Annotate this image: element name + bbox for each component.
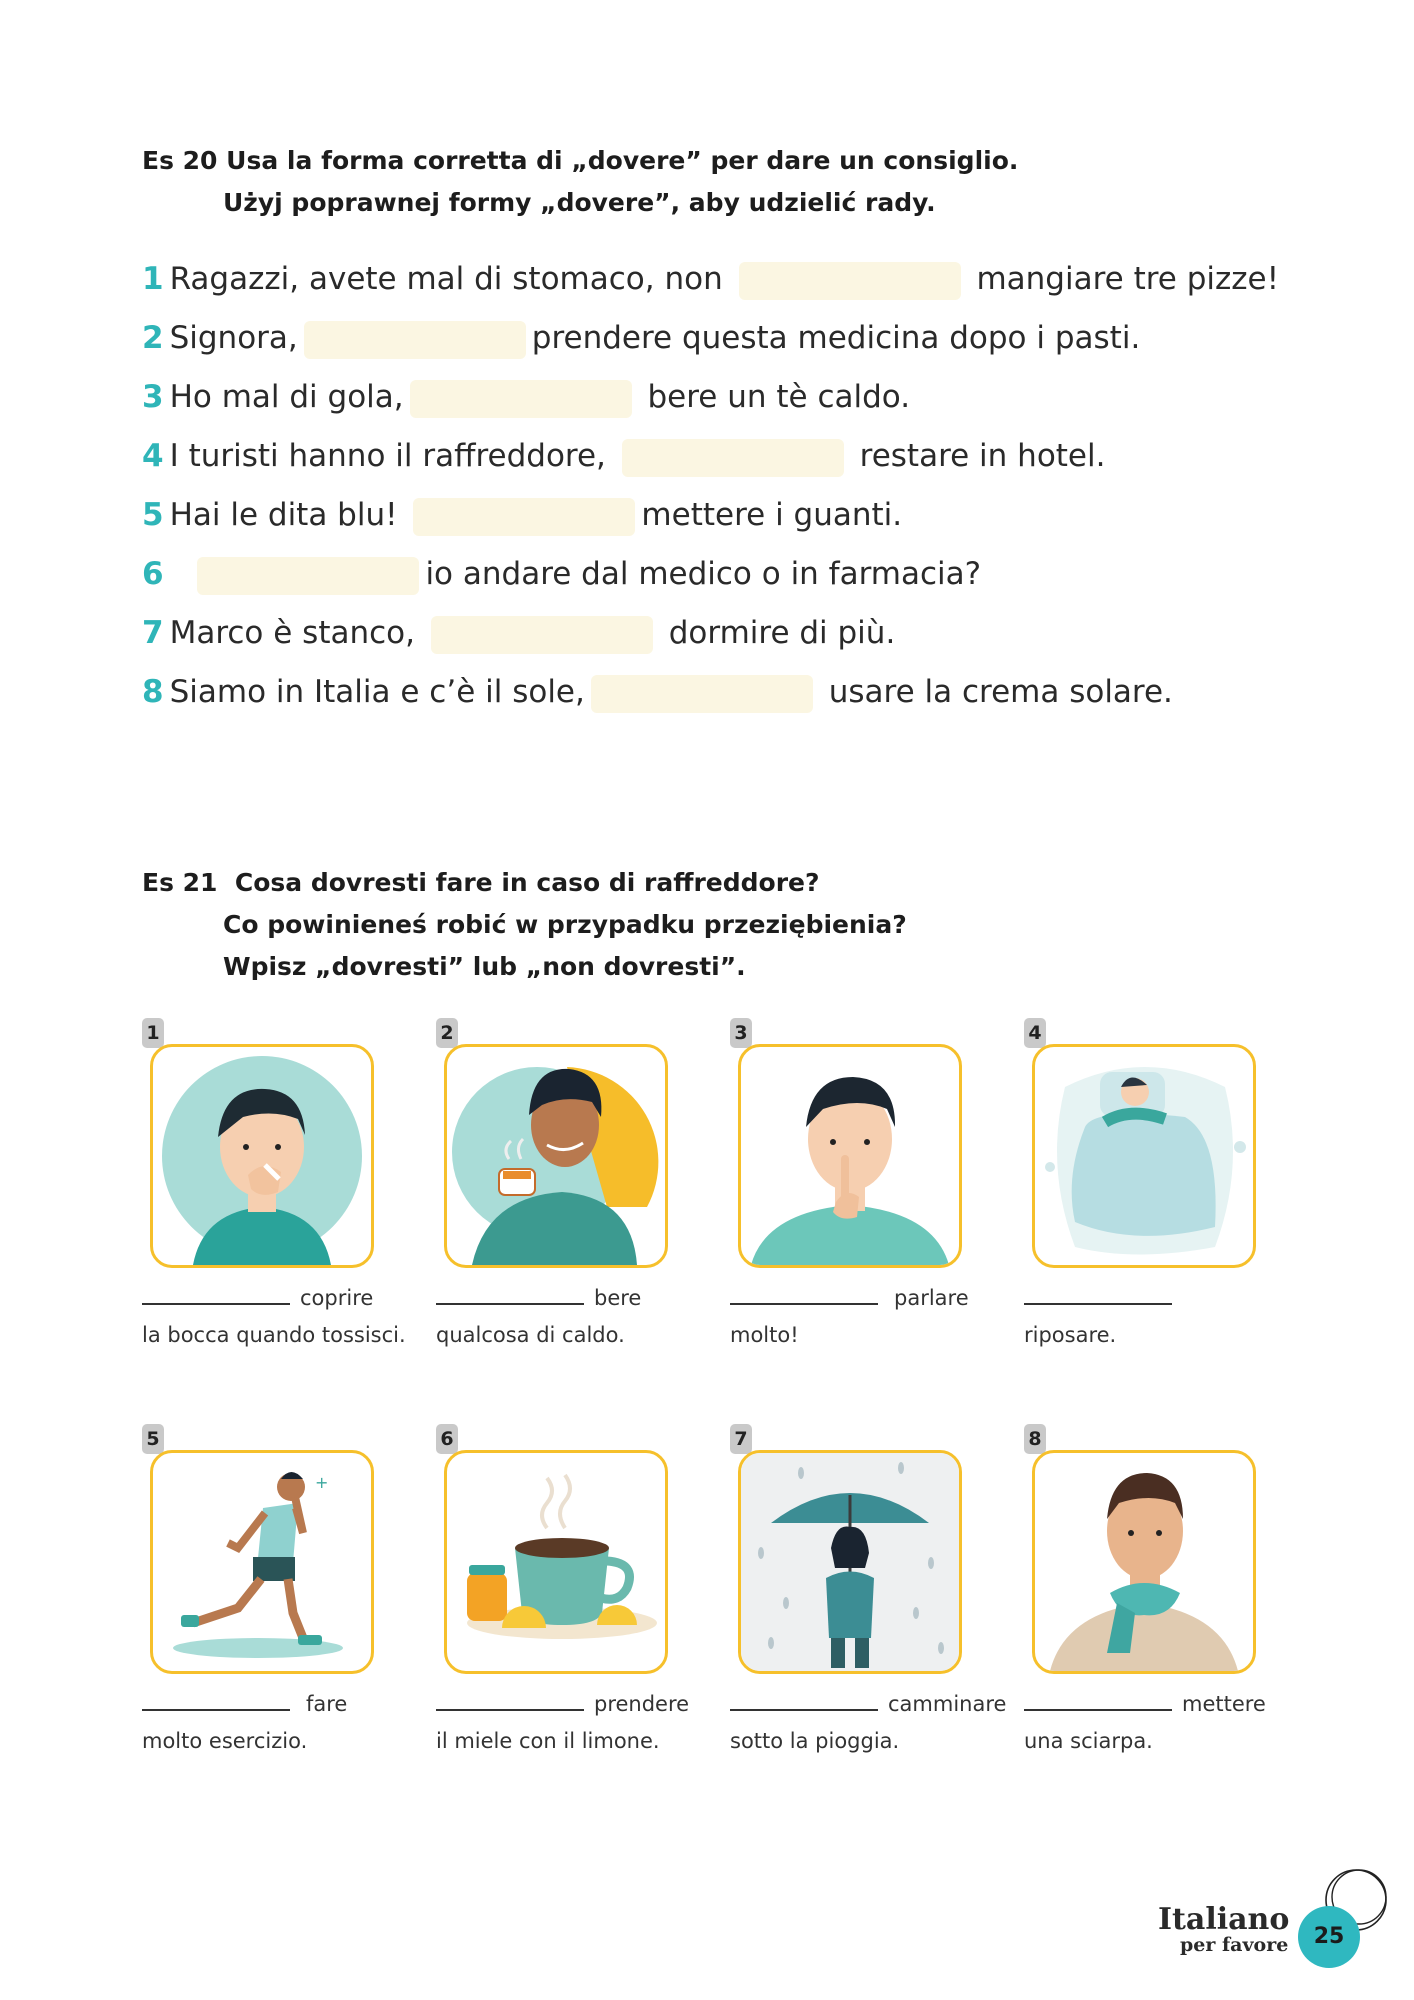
item-text-before: Marco è stanco, (169, 615, 415, 651)
ex21-label: Es 21 (142, 868, 218, 897)
item-text-after: dormire di più. (668, 615, 896, 651)
answer-blank[interactable] (622, 439, 844, 477)
item-number: 6 (142, 556, 164, 592)
ex20-instruction-pl: Użyj poprawnej formy „dovere”, aby udzielić rady. (223, 188, 936, 217)
card-caption-line1 (1024, 1286, 1182, 1310)
card-number-badge: 6 (436, 1424, 458, 1454)
ex20-heading (142, 140, 1018, 224)
card-caption-line2: qualcosa di caldo. (436, 1323, 625, 1347)
card-caption-line2: il miele con il limone. (436, 1729, 660, 1753)
item-number: 4 (142, 438, 164, 474)
item-text-before: Ho mal di gola, (169, 379, 404, 415)
card-verb: camminare (888, 1692, 1007, 1716)
brand-line1: Italiano (1158, 1902, 1290, 1937)
ex20-item-6 (142, 551, 981, 597)
coughing-man-icon (150, 1044, 374, 1268)
item-text-after: usare la crema solare. (828, 674, 1173, 710)
answer-blank[interactable] (413, 498, 635, 536)
card-number-badge: 2 (436, 1018, 458, 1048)
card-number-badge: 3 (730, 1018, 752, 1048)
item-text-before: Signora, (169, 320, 298, 356)
brand-line2: per favore (1180, 1934, 1289, 1956)
ex20-instruction-it: Usa la forma corretta di „dovere” per dare un consiglio. (226, 146, 1019, 175)
card-caption-line1 (436, 1692, 689, 1716)
answer-blank[interactable] (431, 616, 653, 654)
ex20-item-7 (142, 610, 895, 656)
card-caption-line1 (730, 1286, 969, 1310)
ex20-label: Es 20 (142, 146, 218, 175)
answer-blank[interactable] (739, 262, 961, 300)
person-in-bed-icon (1032, 1044, 1256, 1268)
answer-line[interactable] (142, 1709, 290, 1711)
answer-line[interactable] (1024, 1709, 1172, 1711)
item-text-after: mangiare tre pizze! (976, 261, 1280, 297)
card-caption-line2: la bocca quando tossisci. (142, 1323, 406, 1347)
item-text-before: Ragazzi, avete mal di stomaco, non (169, 261, 723, 297)
answer-blank[interactable] (410, 380, 632, 418)
answer-line[interactable] (436, 1709, 584, 1711)
card-verb: mettere (1182, 1692, 1266, 1716)
answer-line[interactable] (436, 1303, 584, 1305)
item-text-after: restare in hotel. (859, 438, 1106, 474)
answer-blank[interactable] (304, 321, 526, 359)
card-caption-line2: una sciarpa. (1024, 1729, 1153, 1753)
card-verb: coprire (300, 1286, 374, 1310)
card-verb: parlare (894, 1286, 969, 1310)
item-text-after: mettere i guanti. (641, 497, 903, 533)
ex21-instruction-it: Cosa dovresti fare in caso di raffreddore? (234, 868, 820, 897)
ex20-item-3 (142, 374, 910, 420)
item-text-after: prendere questa medicina dopo i pasti. (531, 320, 1141, 356)
svg-text:+: + (315, 1473, 329, 1492)
answer-line[interactable] (1024, 1303, 1172, 1305)
card-caption-line2: molto esercizio. (142, 1729, 308, 1753)
card-verb: fare (306, 1692, 348, 1716)
running-man-icon (150, 1450, 374, 1674)
card-number-badge: 1 (142, 1018, 164, 1048)
ex20-item-2 (142, 315, 1140, 361)
item-text-before: Siamo in Italia e c’è il sole, (169, 674, 585, 710)
item-number: 5 (142, 497, 164, 533)
answer-line[interactable] (142, 1303, 290, 1305)
card-caption-line2: riposare. (1024, 1323, 1117, 1347)
card-caption-line1 (1024, 1692, 1266, 1716)
card-number-badge: 8 (1024, 1424, 1046, 1454)
man-with-scarf-icon (1032, 1450, 1256, 1674)
brand-logo (1158, 1902, 1290, 1956)
man-silent-icon (738, 1044, 962, 1268)
item-number: 1 (142, 261, 164, 297)
ex20-item-1 (142, 256, 1279, 302)
card-caption-line1 (142, 1286, 373, 1310)
item-text-after: bere un tè caldo. (647, 379, 911, 415)
card-caption-line1 (436, 1286, 641, 1310)
card-caption-line1 (142, 1692, 347, 1716)
ex20-item-5 (142, 492, 902, 538)
woman-umbrella-rain-icon (738, 1450, 962, 1674)
card-number-badge: 5 (142, 1424, 164, 1454)
card-verb: prendere (594, 1692, 690, 1716)
ex21-instruction-pl: Co powinieneś robić w przypadku przeziębienia? (223, 910, 907, 939)
item-number: 3 (142, 379, 164, 415)
answer-blank[interactable] (591, 675, 813, 713)
ex20-item-4 (142, 433, 1105, 479)
card-caption-line2: sotto la pioggia. (730, 1729, 900, 1753)
page-number: 25 (1298, 1906, 1360, 1968)
ex20-item-8 (142, 669, 1173, 715)
card-number-badge: 7 (730, 1424, 752, 1454)
man-drinking-tea-icon (444, 1044, 668, 1268)
answer-blank[interactable] (197, 557, 419, 595)
item-text-before: I turisti hanno il raffreddore, (169, 438, 606, 474)
card-verb: bere (594, 1286, 642, 1310)
ex21-instruction-pl2: Wpisz „dovresti” lub „non dovresti”. (223, 952, 746, 981)
card-caption-line2: molto! (730, 1323, 799, 1347)
card-caption-line1 (730, 1692, 1006, 1716)
ex21-heading (142, 862, 907, 988)
item-number: 8 (142, 674, 164, 710)
tea-honey-lemon-icon (444, 1450, 668, 1674)
item-text-before: Hai le dita blu! (169, 497, 398, 533)
item-number: 2 (142, 320, 164, 356)
card-number-badge: 4 (1024, 1018, 1046, 1048)
answer-line[interactable] (730, 1303, 878, 1305)
answer-line[interactable] (730, 1709, 878, 1711)
item-text-after: io andare dal medico o in farmacia? (425, 556, 982, 592)
item-number: 7 (142, 615, 164, 651)
